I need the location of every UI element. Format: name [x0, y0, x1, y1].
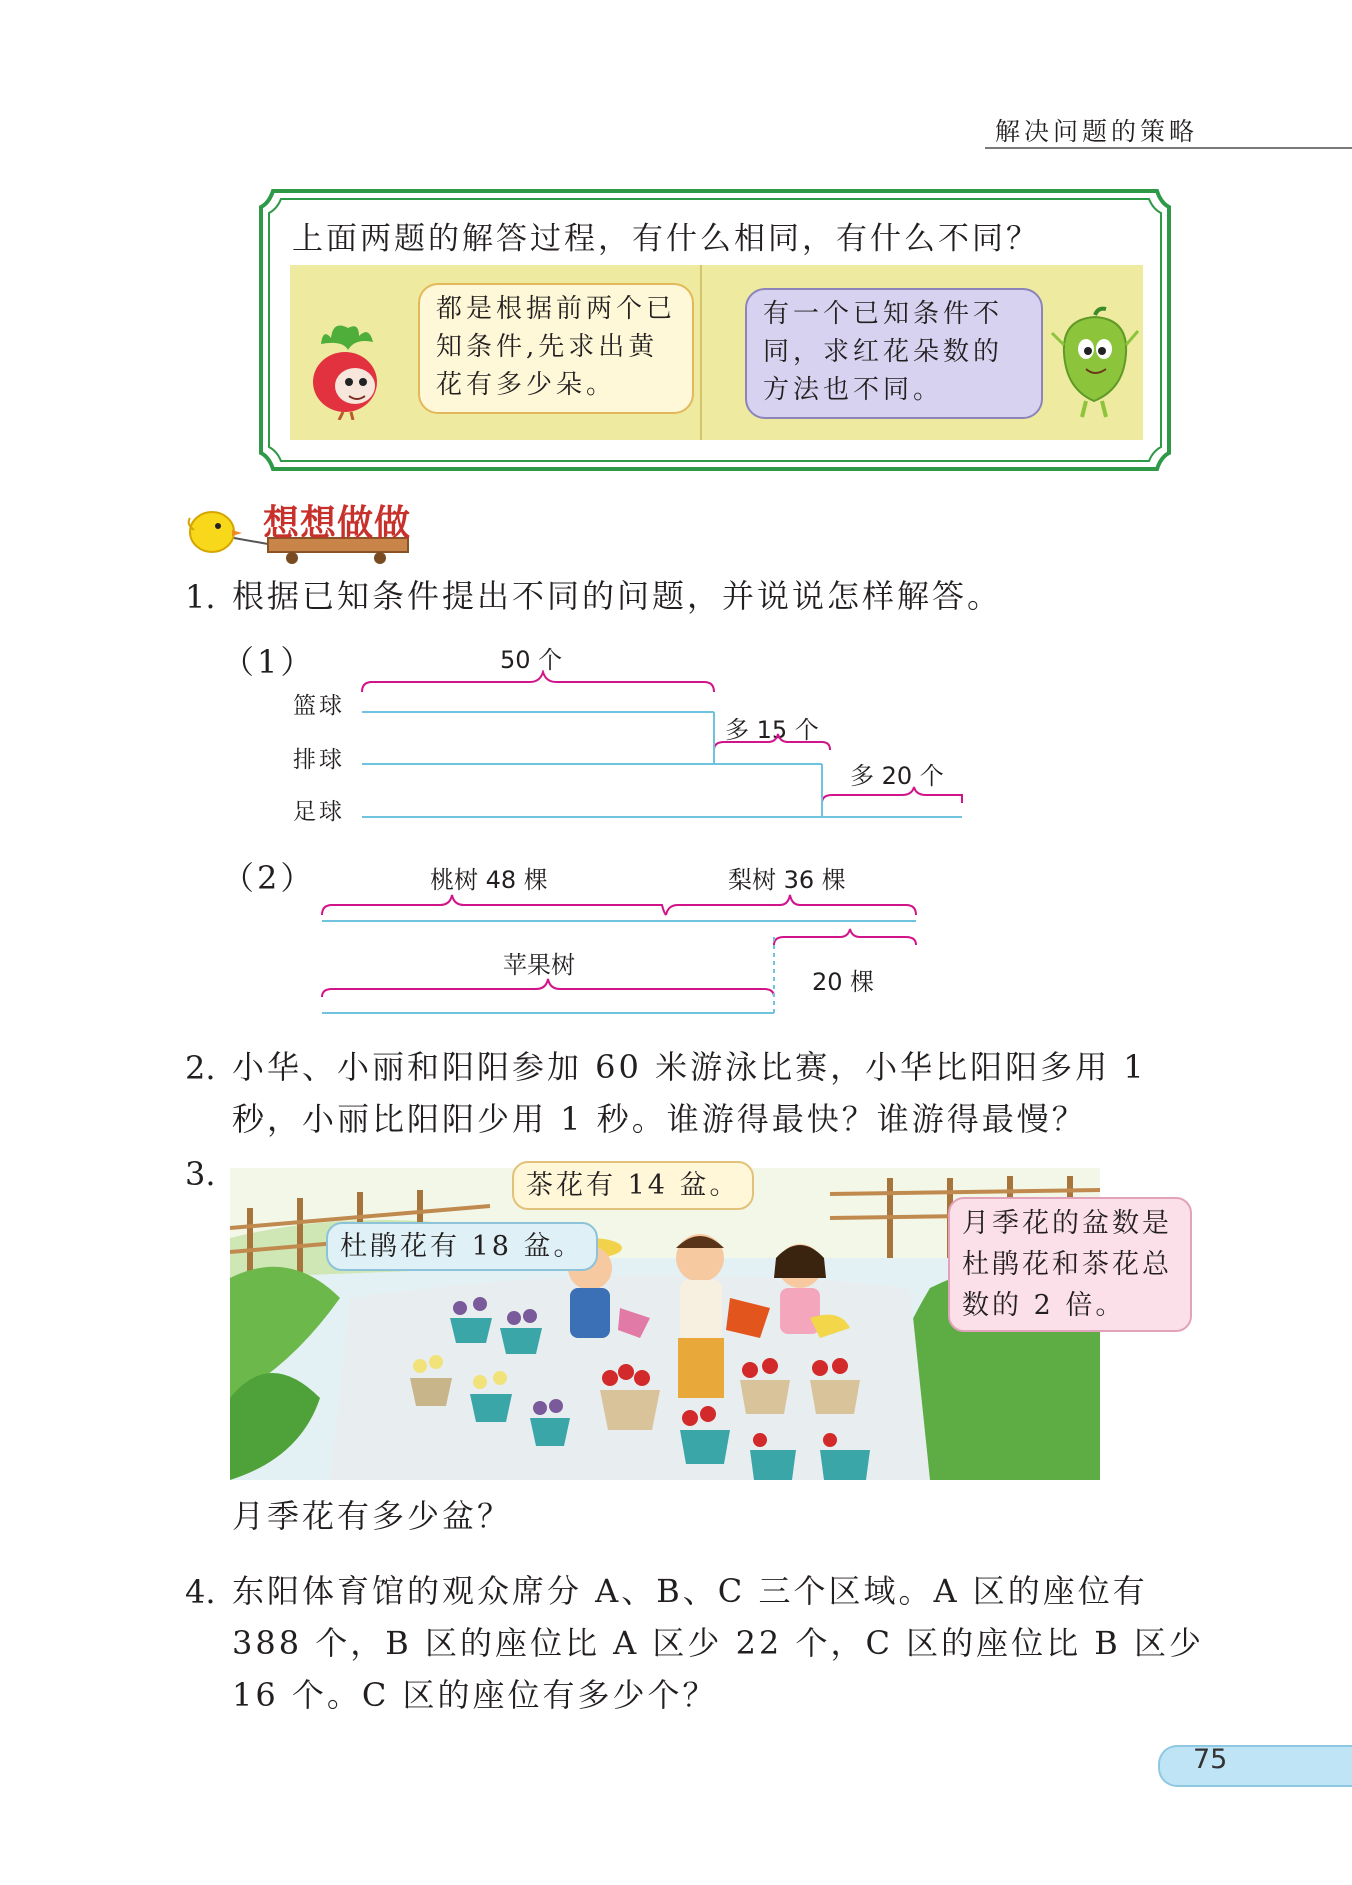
line-diagram-2: [310, 885, 930, 1025]
q1-part2-peach-label: 桃树 48 棵: [430, 866, 548, 894]
page-number: 75: [1193, 1744, 1228, 1775]
brace-diff2: [822, 787, 962, 803]
header-title: 解决问题的策略: [995, 117, 1199, 146]
row-label-volleyball: 排球: [293, 747, 345, 773]
q2-line2: 秒，小丽比阳阳少用 1 秒。谁游得最快？谁游得最慢？: [232, 1100, 1087, 1138]
header-rule: [985, 147, 1352, 149]
speech-bubble-azalea: 杜鹃花有 18 盆。: [326, 1222, 598, 1271]
q1-text: 根据已知条件提出不同的问题，并说说怎样解答。: [232, 577, 1003, 615]
q2-line1: 小华、小丽和阳阳参加 60 米游泳比赛，小华比阳阳多用 1: [232, 1048, 1147, 1086]
speech-bubble-rose: 月季花的盆数是杜鹃花和茶花总数的 2 倍。: [948, 1197, 1192, 1332]
q3-number: 3.: [185, 1155, 216, 1193]
q1-part2-diff-label: 20 棵: [812, 968, 875, 996]
brace-diff1: [714, 734, 830, 750]
pepper-character-icon: [1050, 305, 1140, 420]
brace-50: [362, 672, 714, 692]
q1-part1-top-label: 50 个: [500, 646, 563, 674]
row-label-football: 足球: [293, 799, 345, 825]
panel-divider: [700, 265, 702, 440]
brace-diff: [774, 929, 916, 945]
q1-part1-diff2-label: 多 20 个: [850, 762, 944, 790]
speech-bubble-left: 都是根据前两个已知条件,先求出黄花有多少朵。: [418, 283, 694, 414]
brace-pear: [666, 895, 916, 915]
q1-part1-diff1-label: 多 15 个: [725, 716, 819, 744]
q4-line1: 东阳体育馆的观众席分 A、B、C 三个区域。A 区的座位有: [232, 1572, 1148, 1610]
q1-part1-label: （1）: [222, 643, 316, 681]
section-title: 想想做做: [263, 503, 412, 544]
page-number-tab: [1158, 1745, 1352, 1787]
brace-apple: [322, 979, 774, 997]
q1-part2-apple-label: 苹果树: [503, 951, 575, 979]
q4-number: 4.: [185, 1573, 216, 1611]
brace-peach: [322, 895, 666, 915]
speech-bubble-right: 有一个已知条件不同，求红花朵数的方法也不同。: [745, 288, 1043, 419]
line-diagram-1: [350, 670, 970, 830]
q3-question: 月季花有多少盆？: [232, 1497, 513, 1535]
row-label-basketball: 篮球: [293, 693, 345, 719]
q4-line3: 16 个。C 区的座位有多少个？: [232, 1676, 718, 1714]
q2-number: 2.: [185, 1049, 216, 1087]
speech-bubble-camellia: 茶花有 14 盆。: [512, 1161, 754, 1210]
discussion-question: 上面两题的解答过程，有什么相同，有什么不同？: [292, 221, 1040, 257]
q4-line2: 388 个，B 区的座位比 A 区少 22 个，C 区的座位比 B 区少: [232, 1624, 1204, 1662]
q1-number: 1.: [185, 578, 216, 616]
q1-part2-pear-label: 梨树 36 棵: [728, 866, 846, 894]
q1-part2-label: （2）: [222, 859, 316, 897]
radish-character-icon: [303, 320, 393, 420]
